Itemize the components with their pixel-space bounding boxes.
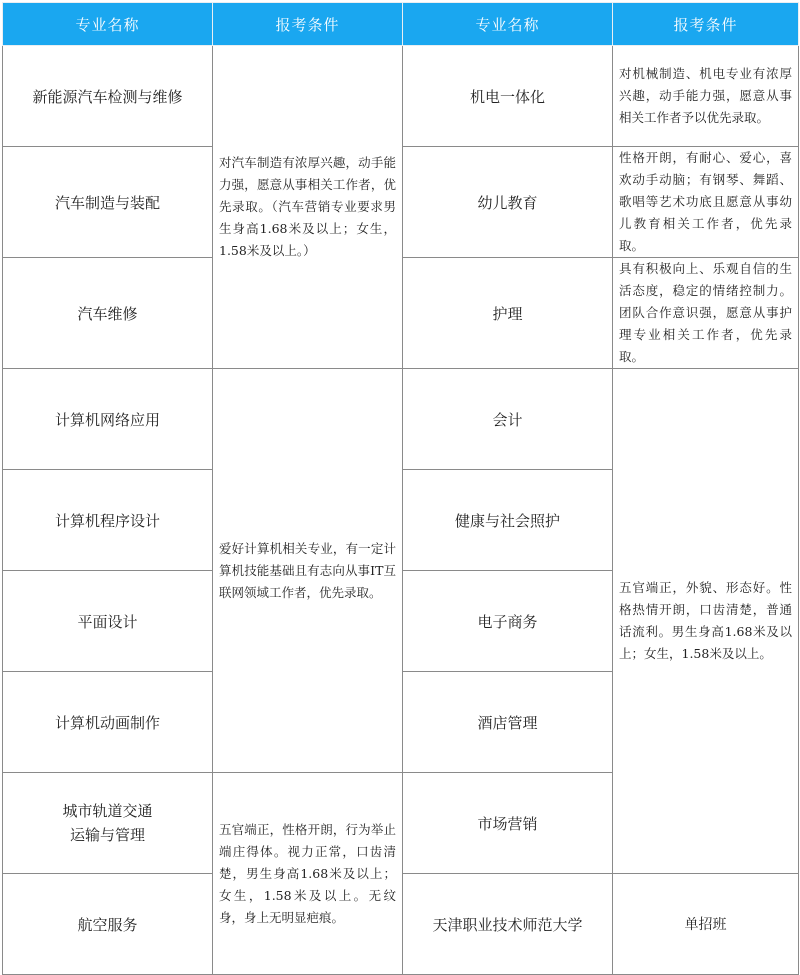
major-name: 汽车制造与装配 — [3, 147, 213, 258]
header-major-name-left: 专业名称 — [3, 3, 213, 46]
condition-cell: 五官端正，外貌、形态好。性格热情开朗，口齿清楚，普通话流利。男生身高1.68米及以上；女生，1.58米及以上。 — [613, 369, 799, 874]
condition-cell: 对机械制造、机电专业有浓厚兴趣，动手能力强，愿意从事相关工作者予以优先录取。 — [613, 46, 799, 147]
table-header-row — [3, 3, 799, 46]
major-name: 会计 — [403, 369, 613, 470]
major-name: 护理 — [403, 258, 613, 369]
major-name: 城市轨道交通 运输与管理 — [3, 773, 213, 874]
condition-cell: 爱好计算机相关专业，有一定计算机技能基础且有志向从事IT互联网领域工作者，优先录取。 — [213, 369, 403, 773]
major-name: 幼儿教育 — [403, 147, 613, 258]
condition-cell: 单招班 — [613, 874, 799, 975]
major-name: 计算机动画制作 — [3, 672, 213, 773]
major-name: 酒店管理 — [403, 672, 613, 773]
majors-table — [2, 2, 799, 975]
table-row — [3, 369, 799, 470]
condition-cell: 具有积极向上、乐观自信的生活态度，稳定的情绪控制力。团队合作意识强，愿意从事护理专业相关工作者，优先录取。 — [613, 258, 799, 369]
major-name: 健康与社会照护 — [403, 470, 613, 571]
condition-cell: 五官端正，性格开朗，行为举止端庄得体。视力正常，口齿清楚，男生身高1.68米及以上；女生，1.58米及以上。无纹身，身上无明显疤痕。 — [213, 773, 403, 975]
major-name: 航空服务 — [3, 874, 213, 975]
major-name: 汽车维修 — [3, 258, 213, 369]
table-row — [3, 46, 799, 147]
header-conditions-left: 报考条件 — [213, 3, 403, 46]
condition-cell: 对汽车制造有浓厚兴趣，动手能力强，愿意从事相关工作者，优先录取。（汽车营销专业要求男生身高1.68米及以上；女生，1.58米及以上。） — [213, 46, 403, 369]
condition-cell: 性格开朗，有耐心、爱心，喜欢动手动脑；有钢琴、舞蹈、歌唱等艺术功底且愿意从事幼儿教育相关工作者，优先录取。 — [613, 147, 799, 258]
header-major-name-right: 专业名称 — [403, 3, 613, 46]
major-name: 市场营销 — [403, 773, 613, 874]
major-name: 机电一体化 — [403, 46, 613, 147]
major-name: 平面设计 — [3, 571, 213, 672]
major-name: 计算机程序设计 — [3, 470, 213, 571]
header-conditions-right: 报考条件 — [613, 3, 799, 46]
major-name: 新能源汽车检测与维修 — [3, 46, 213, 147]
major-name: 天津职业技术师范大学 — [403, 874, 613, 975]
major-name: 电子商务 — [403, 571, 613, 672]
major-name: 计算机网络应用 — [3, 369, 213, 470]
